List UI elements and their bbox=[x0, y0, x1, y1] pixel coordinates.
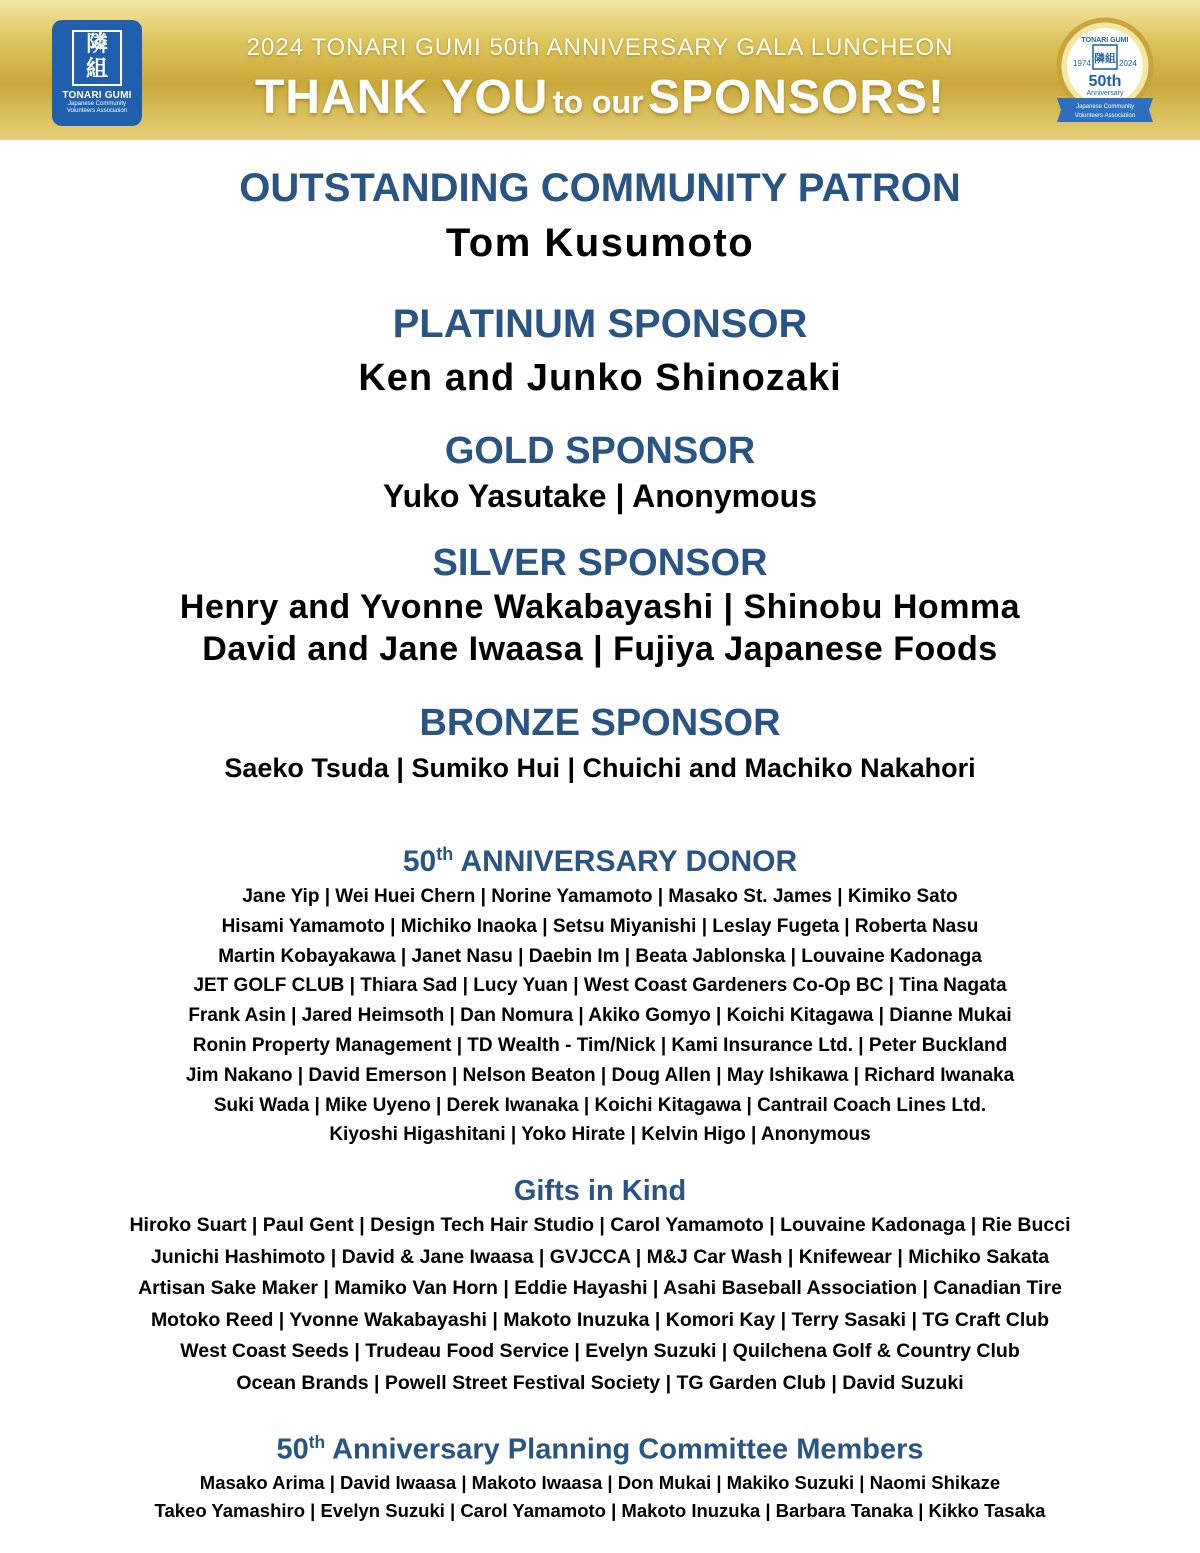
donor-line: Frank Asin | Jared Heimsoth | Dan Nomura | Akiko Gomyo | Koichi Kitagawa | Dianne Mukai bbox=[188, 1005, 1012, 1027]
patron-heading: OUTSTANDING COMMUNITY PATRON bbox=[239, 166, 961, 210]
committee-section bbox=[0, 1423, 1200, 1525]
bronze-heading: BRONZE SPONSOR bbox=[419, 702, 781, 744]
logo-kanji: 隣 組 bbox=[72, 30, 122, 86]
platinum-section bbox=[0, 300, 1200, 402]
silver-heading: SILVER SPONSOR bbox=[432, 542, 768, 584]
thank-you-heading: THANK YOU to our SPONSORS! bbox=[254, 71, 946, 124]
logo-subtitle-1: Japanese Community bbox=[67, 101, 127, 107]
committee-heading: 50th Anniversary Planning Committee Members bbox=[276, 1432, 924, 1466]
bronze-section bbox=[0, 700, 1200, 788]
donor-section bbox=[0, 834, 1200, 1150]
gifts-heading: Gifts in Kind bbox=[513, 1175, 687, 1208]
svg-text:1974: 1974 bbox=[1073, 59, 1091, 68]
platinum-heading: PLATINUM SPONSOR bbox=[392, 302, 808, 346]
patron-name: Tom Kusumoto bbox=[445, 221, 755, 265]
silver-names-line-2: David and Jane Iwaasa | Fujiya Japanese Foods bbox=[202, 630, 998, 668]
donor-line: Ronin Property Management | TD Wealth - Tim/Nick | Kami Insurance Ltd. | Peter Buckland bbox=[192, 1034, 1008, 1056]
silver-section bbox=[0, 540, 1200, 670]
svg-text:2024: 2024 bbox=[1119, 59, 1137, 68]
gold-section bbox=[0, 428, 1200, 518]
logo-org-name: TONARI GUMI bbox=[62, 90, 132, 101]
gifts-line: Junichi Hashimoto | David & Jane Iwaasa | GVJCCA | M&J Car Wash | Knifewear | Michiko Sakata bbox=[150, 1245, 1050, 1268]
svg-text:隣組: 隣組 bbox=[1094, 52, 1116, 65]
donor-line: Suki Wada | Mike Uyeno | Derek Iwanaka | Koichi Kitagawa | Cantrail Coach Lines Ltd. bbox=[213, 1094, 987, 1116]
gifts-line: Motoko Reed | Yvonne Wakabayashi | Makoto Inuzuka | Komori Kay | Terry Sasaki | TG Craft Club bbox=[150, 1308, 1050, 1331]
gifts-line: West Coast Seeds | Trudeau Food Service | Evelyn Suzuki | Quilchena Golf & Country Club bbox=[180, 1340, 1020, 1363]
svg-text:Anniversary: Anniversary bbox=[1086, 90, 1124, 97]
donor-line: Jim Nakano | David Emerson | Nelson Beaton | Doug Allen | May Ishikawa | Richard Iwanaka bbox=[185, 1064, 1015, 1086]
event-title: 2024 TONARI GUMI 50th ANNIVERSARY GALA LUNCHEON bbox=[246, 34, 954, 61]
header-banner bbox=[0, 0, 1200, 140]
donor-line: JET GOLF CLUB | Thiara Sad | Lucy Yuan | West Coast Gardeners Co-Op BC | Tina Nagata bbox=[193, 975, 1007, 997]
bronze-names: Saeko Tsuda | Sumiko Hui | Chuichi and Machiko Nakahori bbox=[224, 753, 976, 783]
donor-line: Martin Kobayakawa | Janet Nasu | Daebin Im | Beata Jablonska | Louvaine Kadonaga bbox=[218, 945, 982, 967]
gifts-section bbox=[0, 1172, 1200, 1399]
patron-section bbox=[0, 164, 1200, 268]
donor-line: Jane Yip | Wei Huei Chern | Norine Yamamoto | Masako St. James | Kimiko Sato bbox=[242, 886, 958, 907]
gifts-line: Ocean Brands | Powell Street Festival Society | TG Garden Club | David Suzuki bbox=[236, 1371, 964, 1394]
donor-line: Hisami Yamamoto | Michiko Inaoka | Setsu Miyanishi | Leslay Fugeta | Roberta Nasu bbox=[221, 915, 979, 937]
gold-names: Yuko Yasutake | Anonymous bbox=[383, 478, 817, 514]
svg-text:TONARI GUMI: TONARI GUMI bbox=[1081, 37, 1129, 44]
committee-line: Masako Arima | David Iwaasa | Makoto Iwaasa | Don Mukai | Makiko Suzuki | Naomi Shikaze bbox=[199, 1471, 1001, 1493]
silver-names-line-1: Henry and Yvonne Wakabayashi | Shinobu Homma bbox=[179, 588, 1021, 626]
svg-text:Japanese Community: Japanese Community bbox=[1075, 104, 1135, 110]
committee-line: Takeo Yamashiro | Evelyn Suzuki | Carol Yamamoto | Makoto Inuzuka | Barbara Tanaka | Kikko Tasaka bbox=[154, 1499, 1046, 1521]
gold-heading: GOLD SPONSOR bbox=[444, 430, 756, 472]
svg-text:50th: 50th bbox=[1088, 73, 1122, 90]
50th-anniversary-badge-icon bbox=[1053, 14, 1157, 126]
donor-line: Kiyoshi Higashitani | Yoko Hirate | Kelvin Higo | Anonymous bbox=[329, 1124, 871, 1146]
platinum-name: Ken and Junko Shinozaki bbox=[358, 357, 842, 399]
gifts-line: Hiroko Suart | Paul Gent | Design Tech Hair Studio | Carol Yamamoto | Louvaine Kadonaga | Rie Bucci bbox=[129, 1214, 1071, 1237]
svg-text:Volunteers Association: Volunteers Association bbox=[1074, 113, 1136, 119]
gifts-line: Artisan Sake Maker | Mamiko Van Horn | Eddie Hayashi | Asahi Baseball Association | Canadian Tire bbox=[138, 1277, 1062, 1300]
donor-heading: 50th ANNIVERSARY DONOR bbox=[402, 844, 798, 878]
logo-subtitle-2: Volunteers Association bbox=[66, 108, 128, 114]
